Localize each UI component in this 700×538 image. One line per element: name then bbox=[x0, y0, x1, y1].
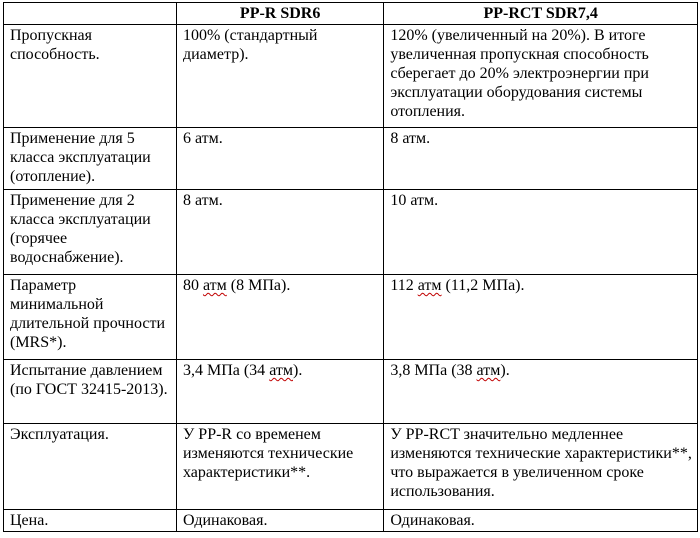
row-ppr-cell bbox=[176, 360, 383, 424]
row-param-cell: Применение для 2 класса эксплуатации (горячее водоснабжение). bbox=[4, 190, 177, 275]
pprct-value-suffix: ). bbox=[500, 362, 510, 379]
ppr-value-suffix: (8 МПа). bbox=[226, 277, 291, 294]
row-pprct-cell: 8 атм. bbox=[384, 128, 698, 190]
row-pprct-cell: 10 атм. bbox=[384, 190, 698, 275]
row-pprct-cell bbox=[384, 275, 698, 360]
row-pprct-cell: 120% (увеличенный на 20%). В итоге увеличенная пропускная способность сберегает до 20% электроэнергии при эксплуатации оборудования системы отопления. bbox=[384, 25, 698, 128]
table-row bbox=[4, 25, 698, 128]
header-empty-cell bbox=[4, 3, 177, 25]
table-row bbox=[4, 424, 698, 510]
row-ppr-cell: 100% (стандартный диаметр). bbox=[176, 25, 383, 128]
ppr-value-prefix: 3,4 МПа (34 bbox=[182, 362, 270, 379]
pprct-value-unit: атм bbox=[476, 362, 501, 379]
ppr-value-unit: атм bbox=[202, 277, 227, 294]
pprct-value-prefix: 112 bbox=[390, 277, 418, 294]
row-ppr-cell bbox=[176, 275, 383, 360]
ppr-value-unit: атм bbox=[269, 362, 293, 379]
row-ppr-cell: 6 атм. bbox=[176, 128, 383, 190]
header-ppr: PP-R SDR6 bbox=[176, 3, 383, 25]
row-param-cell: Эксплуатация. bbox=[4, 424, 177, 510]
table-row bbox=[4, 275, 698, 360]
row-pprct-cell: У PP-RCT значительно медленнее изменяются технические характеристики**, что выражается в увеличенном сроке использования. bbox=[384, 424, 698, 510]
row-ppr-cell: У PP-R со временем изменяются технические характеристики**. bbox=[176, 424, 383, 510]
row-ppr-cell: 8 атм. bbox=[176, 190, 383, 275]
table-header-row bbox=[4, 3, 698, 25]
row-param-cell: Пропускная способность. bbox=[4, 25, 177, 128]
comparison-table bbox=[3, 2, 698, 532]
table-row bbox=[4, 190, 698, 275]
row-param-cell: Цена. bbox=[4, 510, 177, 532]
table-row bbox=[4, 128, 698, 190]
table-row bbox=[4, 510, 698, 532]
pprct-value-prefix: 3,8 МПа (38 bbox=[390, 362, 477, 379]
row-param-cell: Параметр минимальной длительной прочности (MRS*). bbox=[4, 275, 177, 360]
table-row bbox=[4, 360, 698, 424]
pprct-value-unit: атм bbox=[417, 277, 442, 294]
ppr-value-suffix: ). bbox=[293, 362, 303, 379]
row-pprct-cell bbox=[384, 360, 698, 424]
header-pprct: PP-RCT SDR7,4 bbox=[384, 3, 698, 25]
row-param-cell: Испытание давлением (по ГОСТ 32415-2013). bbox=[4, 360, 177, 424]
row-param-cell: Применение для 5 класса эксплуатации (отопление). bbox=[4, 128, 177, 190]
pprct-value-suffix: (11,2 МПа). bbox=[441, 277, 525, 294]
ppr-value-prefix: 80 bbox=[182, 277, 203, 294]
row-pprct-cell: Одинаковая. bbox=[384, 510, 698, 532]
row-ppr-cell: Одинаковая. bbox=[176, 510, 383, 532]
